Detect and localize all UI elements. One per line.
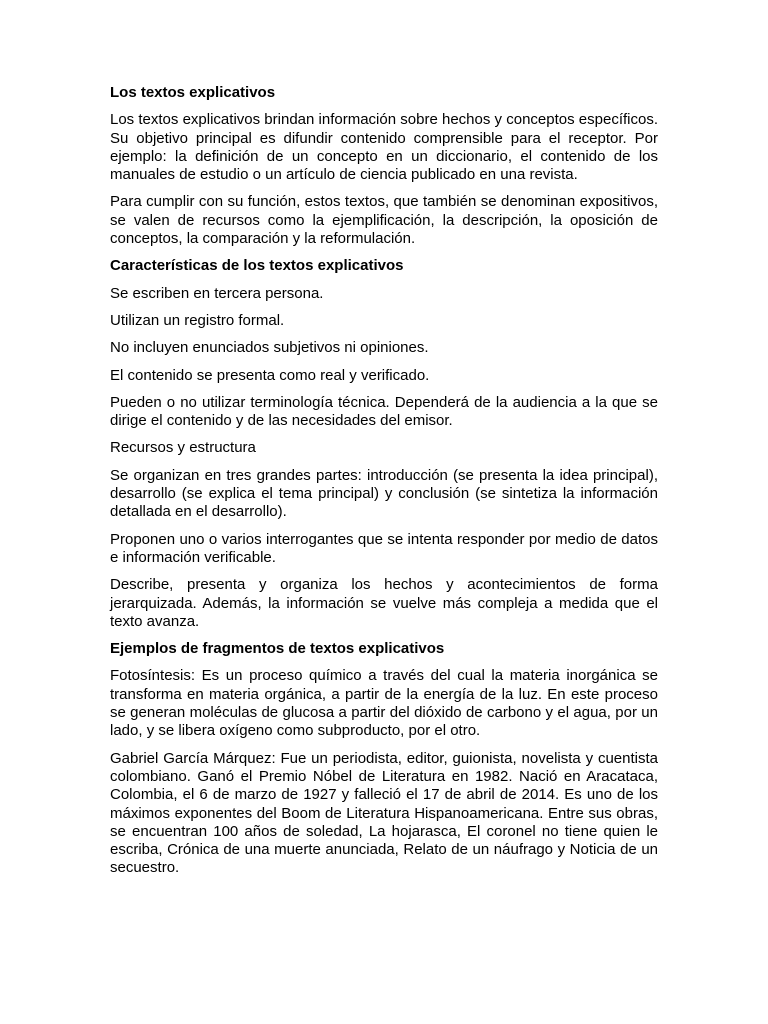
paragraph: No incluyen enunciados subjetivos ni opiniones. bbox=[110, 339, 429, 357]
paragraph: El contenido se presenta como real y verificado. bbox=[110, 366, 430, 384]
document-page bbox=[110, 84, 658, 887]
section-heading: Ejemplos de fragmentos de textos explicativos bbox=[110, 640, 445, 658]
paragraph: Para cumplir con su función, estos textos, que también se denominan expositivos, se valen de recursos como la ejemplificación, la descripción, la oposición de conceptos, la comparación y la reformulación. bbox=[110, 193, 658, 248]
paragraph: Se escriben en tercera persona. bbox=[110, 284, 324, 302]
paragraph: Los textos explicativos brindan información sobre hechos y conceptos específicos. Su objetivo principal es difundir contenido comprensible para el receptor. Por ejemplo: la definición de un concepto en un diccionario, el contenido de los manuales de estudio o un artículo de ciencia publicado en una revista. bbox=[110, 111, 658, 184]
section-heading: Los textos explicativos bbox=[110, 84, 276, 101]
paragraph: Utilizan un registro formal. bbox=[110, 311, 285, 329]
paragraph: Describe, presenta y organiza los hechos y acontecimientos de forma jerarquizada. Además, la información se vuelve más compleja a medida que el texto avanza. bbox=[110, 576, 658, 630]
paragraph: Gabriel García Márquez: Fue un periodista, editor, guionista, novelista y cuentista colombiano. Ganó el Premio Nóbel de Literatura en 1982. Nació en Aracataca, Colombia, el 6 de marzo de 1927 y falleció el 17 de abril de 2014. Es uno de los máximos exponentes del Boom de Literatura Hispanoamericana. Entre sus obras, se encuentran 100 años de soledad, La hojarasca, El coronel no tiene quien le escriba, Crónica de una muerte anunciada, Relato de un náufrago y Noticia de un secuestro. bbox=[110, 749, 658, 877]
section-heading: Características de los textos explicativos bbox=[110, 257, 404, 275]
paragraph: Se organizan en tres grandes partes: introducción (se presenta la idea principal), desarrollo (se explica el tema principal) y conclusión (se sintetiza la información detallada en el desarrollo). bbox=[110, 466, 658, 521]
paragraph: Pueden o no utilizar terminología técnica. Dependerá de la audiencia a la que se dirige el contenido y de las necesidades del emisor. bbox=[110, 393, 658, 430]
paragraph: Fotosíntesis: Es un proceso químico a través del cual la materia inorgánica se transforma en materia orgánica, a partir de la energía de la luz. En este proceso se generan moléculas de glucosa a partir del dióxido de carbono y el agua, por un lado, y se libera oxígeno como subproducto, por el otro. bbox=[110, 667, 658, 740]
subheading-text: Recursos y estructura bbox=[110, 439, 256, 457]
paragraph: Proponen uno o varios interrogantes que se intenta responder por medio de datos e información verificable. bbox=[110, 530, 658, 566]
